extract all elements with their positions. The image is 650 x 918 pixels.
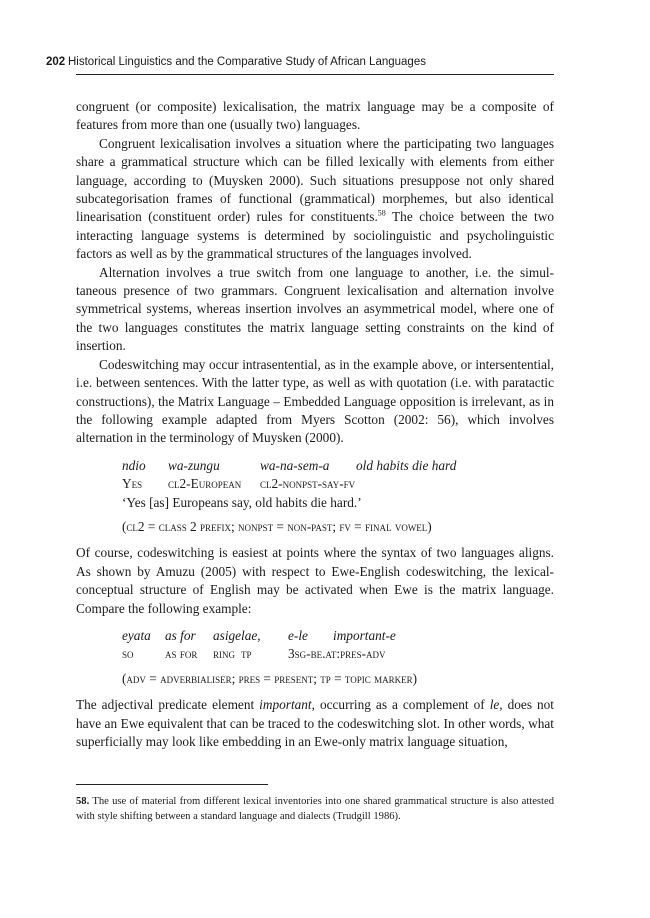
footnote-divider (76, 784, 268, 785)
example-1 (122, 457, 554, 537)
example-word: ndio (122, 457, 146, 473)
paragraph-text: , occurring as a complement of (311, 697, 490, 713)
gloss-item: so (122, 646, 134, 662)
example-2 (122, 627, 554, 688)
example-word: lae, (241, 627, 261, 643)
footnote (76, 794, 554, 824)
paragraph: Of course, codeswitching is easiest at points where the syntax of two languages aligns. As shown by Amuzu (2005) with respect to Ewe-English codeswitching, the lexical-conceptual structure of English may be activated when Ewe is the matrix language. Compare the following example: (76, 545, 554, 616)
paragraph-text: The adjectival predicate element (76, 697, 260, 713)
paragraph-text: does not have an Ewe equivalent that can be traced to the codeswitching slot. In other words, what superficially may look like embedding in an Ewe-only matrix language situation, (76, 697, 554, 749)
example-words (122, 457, 554, 475)
example-word: asige (213, 627, 242, 643)
paragraph-text: Congruent lexicalisation involves a situation where the participating two languages share a grammatical structure which can be filled lexically with elements from either language, according to (Muysken 2000). Such situations presuppose not only shared subcategorisation frames of functional (grammatical) morphemes, but also identical linearisation (constituent order) rules for constituents. (76, 135, 554, 225)
paragraph: congruent (or composite) lexicalisation, the matrix language may be a composite of features from more than one (usually two) languages. (76, 99, 554, 133)
example-word: eyata (122, 627, 151, 643)
example-word: old habits die hard (356, 457, 457, 473)
main-text (76, 98, 554, 751)
example-gloss (122, 645, 554, 663)
running-header (46, 56, 554, 75)
paragraph (76, 135, 554, 264)
example-word: wa-zungu (168, 457, 220, 473)
paragraph-text: The choice between the two interacting language systems is determined by sociolinguistic and psycholinguistic factors as well as by the grammatical structures of the languages involved. (76, 209, 554, 262)
gloss-item: Yes (122, 476, 143, 492)
footnote-number: 58. (76, 796, 90, 807)
footnote-text: The use of material from different lexical inventories into one shared grammatical structure is also attested with style shifting between a standard language and dialects (Trudgill 1986). (76, 796, 554, 822)
example-abbreviations: (cl2 = class 2 prefix; nonpst = non-past; fv = final vowel) (122, 518, 432, 534)
gloss-item: as for (165, 646, 198, 662)
gloss-item: 3sg-be.at:pres-adv (288, 646, 386, 662)
italic-term: important (259, 697, 312, 713)
example-word: important-e (333, 627, 396, 643)
paragraph: Alternation involves a true switch from one language to another, i.e. the simultaneous presence of two grammars. Congruent lexicalisation and alternation involve symmetrical systems, whereas insertion involves an asymmetrical model, where one of the two languages constitutes the matrix language setting constraints on the kind of insertion. (76, 264, 554, 354)
italic-term: le, (489, 697, 503, 713)
example-abbreviations: (adv = adverbialiser; pres = present; tp = topic marker) (122, 670, 418, 686)
paragraph: Codeswitching may occur intrasentential, as in the example above, or intersentential, i.e. between sentences. With the latter type, as well as with quotation (i.e. with paratactic constructions), the Matrix Language – Embedded Language opposition is irrelevant, as in the following example adapted from Myers Scotton (2002: 56), which involves alternation in the terminology of Muysken (2000). (76, 356, 554, 446)
example-word: e-le (288, 627, 308, 643)
running-title: Historical Linguistics and the Comparative Study of African Languages (68, 56, 426, 68)
example-word: wa-na-sem-a (260, 457, 330, 473)
example-translation: ‘Yes [as] Europeans say, old habits die hard.’ (122, 494, 362, 510)
gloss-item: ring (213, 646, 235, 662)
gloss-item: cl2-nonpst-say-fv (260, 476, 356, 492)
gloss-item: tp (241, 646, 252, 662)
page-number: 202 (46, 56, 66, 68)
example-words (122, 627, 554, 645)
gloss-item: cl2-European (168, 476, 242, 492)
example-gloss (122, 475, 554, 493)
footnote-marker[interactable]: 58 (377, 209, 386, 219)
paragraph (76, 696, 554, 751)
example-word: as for (165, 627, 196, 643)
